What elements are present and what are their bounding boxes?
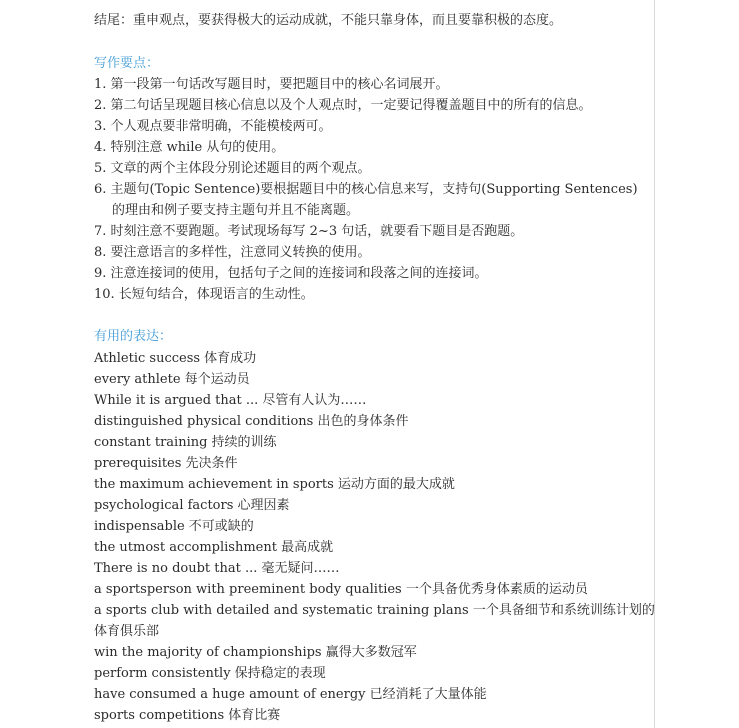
expression-item: a sportsperson with preeminent body qualities 一个具备优秀身体素质的运动员 — [94, 582, 588, 597]
writing-point: 3. 个人观点要非常明确，不能模棱两可。 — [94, 119, 332, 134]
expression-item: have consumed a huge amount of energy 已经消耗了大量体能 — [94, 687, 487, 702]
expression-item: prerequisites 先决条件 — [94, 456, 238, 471]
writing-point: 1. 第一段第一句话改写题目时，要把题目中的核心名词展开。 — [94, 77, 449, 92]
expression-item: indispensable 不可或缺的 — [94, 519, 254, 534]
writing-point: 7. 时刻注意不要跑题。考试现场每写 2~3 句话，就要看下题目是否跑题。 — [94, 224, 524, 239]
expression-item: constant training 持续的训练 — [94, 435, 277, 450]
writing-point: 5. 文章的两个主体段分别论述题目的两个观点。 — [94, 161, 371, 176]
expression-item-continuation: 体育俱乐部 — [94, 624, 160, 639]
writing-point: 10. 长短句结合，体现语言的生动性。 — [94, 287, 314, 302]
expression-item: sports competitions 体育比赛 — [94, 708, 281, 723]
expression-item: Athletic success 体育成功 — [94, 351, 257, 366]
writing-point: 8. 要注意语言的多样性，注意同义转换的使用。 — [94, 245, 371, 260]
expression-item: a sports club with detailed and systematic training plans 一个具备细节和系统训练计划的 — [94, 603, 655, 618]
expression-item: perform consistently 保持稳定的表现 — [94, 666, 326, 681]
expression-item: the maximum achievement in sports 运动方面的最大成就 — [94, 477, 455, 492]
expression-item: the utmost accomplishment 最高成就 — [94, 540, 334, 555]
expression-item: There is no doubt that ... 毫无疑问…… — [94, 561, 340, 576]
expression-item: distinguished physical conditions 出色的身体条件 — [94, 414, 409, 429]
writing-point-continuation: 的理由和例子要支持主题句并且不能离题。 — [112, 203, 360, 218]
expression-item: psychological factors 心理因素 — [94, 498, 290, 513]
conclusion-text: 结尾：重申观点，要获得极大的运动成就，不能只靠身体，而且要靠积极的态度。 — [94, 13, 563, 28]
writing-point: 2. 第二句话呈现题目核心信息以及个人观点时，一定要记得覆盖题目中的所有的信息。 — [94, 98, 592, 113]
writing-points-heading: 写作要点： — [94, 56, 160, 71]
writing-point: 9. 注意连接词的使用，包括句子之间的连接词和段落之间的连接词。 — [94, 266, 488, 281]
expression-item: every athlete 每个运动员 — [94, 372, 250, 387]
expression-item: win the majority of championships 赢得大多数冠军 — [94, 645, 417, 660]
useful-expressions-heading: 有用的表达： — [94, 329, 173, 344]
writing-point: 6. 主题句(Topic Sentence)要根据题目中的核心信息来写，支持句(Supporting Sentences) — [94, 182, 638, 197]
expression-item: While it is argued that ... 尽管有人认为…… — [94, 393, 367, 408]
writing-point: 4. 特别注意 while 从句的使用。 — [94, 140, 285, 155]
